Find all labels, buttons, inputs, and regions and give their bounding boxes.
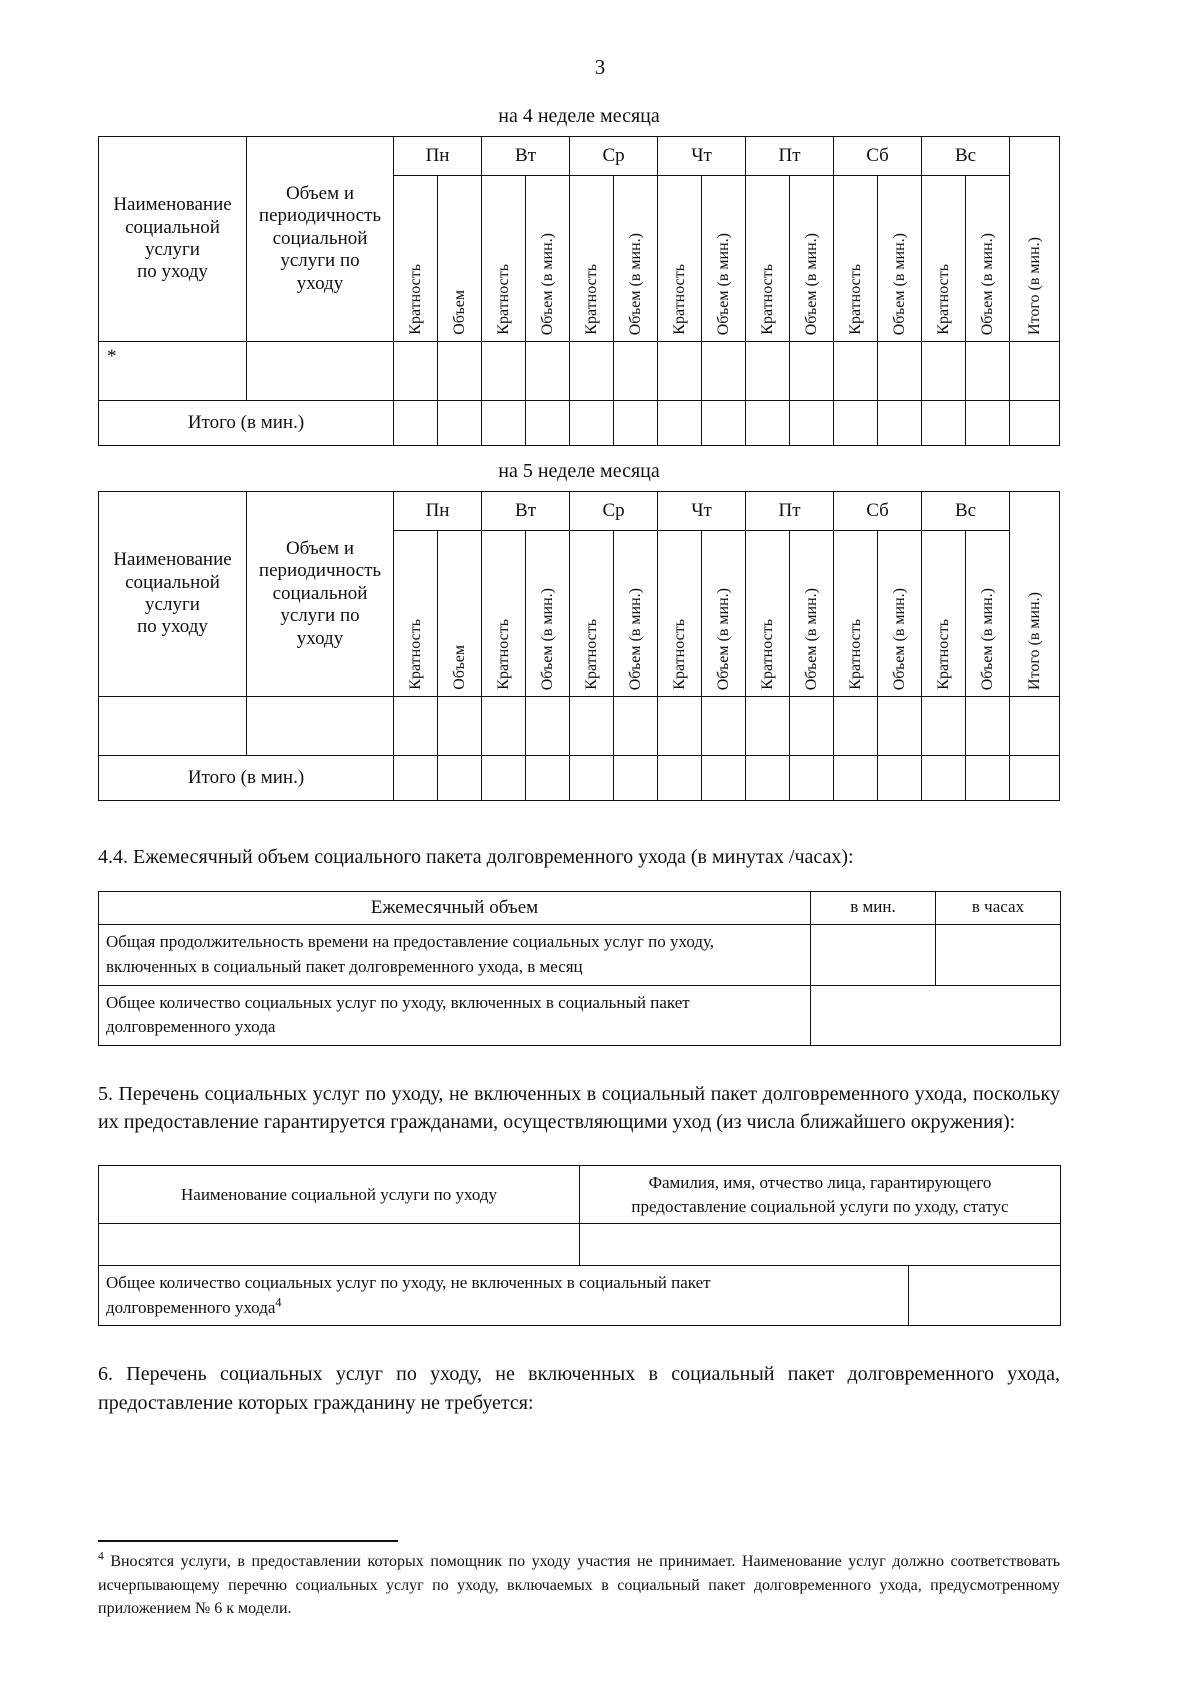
week4-total-cell[interactable] xyxy=(834,401,878,446)
week4-table xyxy=(98,136,1060,446)
label-vertical: Объем (в мин.) xyxy=(802,232,820,335)
label-line: социальной xyxy=(125,571,220,593)
week5-sub-fri-kratnost xyxy=(746,531,790,697)
week4-cell[interactable] xyxy=(614,342,658,401)
week4-cell[interactable] xyxy=(834,342,878,401)
guarantor-name-header xyxy=(580,1165,1061,1224)
week5-table xyxy=(98,491,1060,801)
week4-cell[interactable] xyxy=(702,342,746,401)
week5-total-cell[interactable] xyxy=(834,756,878,801)
week5-total-cell[interactable] xyxy=(526,756,570,801)
label-line: Общее количество социальных услуг по уходу, не включенных в социальный пакет xyxy=(106,1272,711,1292)
week5-total-cell-grand[interactable] xyxy=(1010,756,1060,801)
week5-cell-total[interactable] xyxy=(1010,697,1060,756)
week4-day-tue: Вт xyxy=(482,137,570,176)
week5-sub-wed-kratnost xyxy=(570,531,614,697)
week5-cell[interactable] xyxy=(438,697,482,756)
label-line: Объем и xyxy=(285,182,355,204)
week4-cell[interactable] xyxy=(394,342,438,401)
footnote-block xyxy=(98,1540,1060,1621)
week4-total-cell[interactable] xyxy=(614,401,658,446)
label-line: по уходу xyxy=(137,616,208,638)
week5-total-cell[interactable] xyxy=(482,756,526,801)
week5-cell[interactable] xyxy=(394,697,438,756)
week5-cell[interactable] xyxy=(834,697,878,756)
week4-sub-sat-volume xyxy=(878,176,922,342)
section-4-4-table xyxy=(98,891,1061,1046)
label-line: Объем и xyxy=(285,537,355,559)
label-vertical: Кратность xyxy=(406,264,424,335)
label-vertical: Кратность xyxy=(934,619,952,690)
excluded-services-count-label xyxy=(99,1265,909,1325)
week4-total-cell[interactable] xyxy=(966,401,1010,446)
footnote-ref: 4 xyxy=(275,1294,282,1309)
week4-cell[interactable] xyxy=(922,342,966,401)
week4-cell[interactable] xyxy=(790,342,834,401)
footnote-marker: 4 xyxy=(98,1550,104,1563)
label-line: периодичность xyxy=(258,205,382,227)
week5-total-cell[interactable] xyxy=(966,756,1010,801)
label-vertical: Объем (в мин.) xyxy=(890,587,908,690)
label-vertical: Объем (в мин.) xyxy=(626,587,644,690)
section-5-total-row xyxy=(99,1265,1061,1325)
label-vertical: Кратность xyxy=(758,264,776,335)
label-vertical: Объем (в мин.) xyxy=(802,587,820,690)
footnote-body: Вносятся услуги, в предоставлении которых помощник по уходу участия не принимает. Наименование услуг должно соответствовать исчерпывающему перечню социальных услуг по уходу, включаемых в социальный пакет долговременного ухода, предусмотренному приложением № 6 к модели. xyxy=(98,1553,1060,1618)
week4-day-sat: Сб xyxy=(834,137,922,176)
week5-cell[interactable] xyxy=(966,697,1010,756)
label-line: долговременного ухода xyxy=(106,1297,276,1317)
week4-total-cell[interactable] xyxy=(746,401,790,446)
table-row[interactable] xyxy=(99,1224,1061,1266)
footnote-divider xyxy=(98,1540,398,1542)
week5-total-cell[interactable] xyxy=(438,756,482,801)
week4-total-cell[interactable] xyxy=(878,401,922,446)
week4-sub-mon-volume xyxy=(438,176,482,342)
label-vertical: Объем (в мин.) xyxy=(714,587,732,690)
total-duration-label xyxy=(99,925,811,985)
minutes-header: в мин. xyxy=(811,892,936,925)
week4-total-cell[interactable] xyxy=(438,401,482,446)
label-vertical: Кратность xyxy=(670,264,688,335)
week5-sub-sun-volume xyxy=(966,531,1010,697)
week5-day-wed: Ср xyxy=(570,492,658,531)
week5-total-cell[interactable] xyxy=(614,756,658,801)
week5-cell-volume[interactable] xyxy=(247,697,394,756)
week5-caption: на 5 неделе месяца xyxy=(498,460,660,482)
label-line: услуги по xyxy=(280,250,360,272)
label-vertical: Кратность xyxy=(670,619,688,690)
section-6-heading: 6. Перечень социальных услуг по уходу, не включенных в социальный пакет долговременного ухода, предоставление которых гражданину не требуется: xyxy=(98,1363,1060,1414)
label-line: социальной xyxy=(272,582,368,604)
week5-sub-mon-volume xyxy=(438,531,482,697)
week4-total-cell[interactable] xyxy=(394,401,438,446)
week5-sub-mon-kratnost xyxy=(394,531,438,697)
label-vertical: Кратность xyxy=(582,619,600,690)
week5-total-cell[interactable] xyxy=(394,756,438,801)
week4-sub-fri-kratnost xyxy=(746,176,790,342)
week5-total-cell[interactable] xyxy=(658,756,702,801)
week4-total-row-label: Итого (в мин.) xyxy=(99,401,394,446)
page-content xyxy=(98,105,1060,1417)
table-row[interactable] xyxy=(99,342,1060,401)
week4-sub-thu-kratnost xyxy=(658,176,702,342)
total-duration-minutes[interactable] xyxy=(811,925,936,985)
week5-cell[interactable] xyxy=(922,697,966,756)
label-vertical: Кратность xyxy=(934,264,952,335)
label-line: услуги xyxy=(145,594,200,615)
label-line: Общая продолжительность времени на предоставление социальных услуг по уходу, xyxy=(106,932,715,952)
week4-total-row xyxy=(99,401,1060,446)
week5-day-tue: Вт xyxy=(482,492,570,531)
label-line: Наименование xyxy=(113,194,232,216)
week5-total-cell[interactable] xyxy=(746,756,790,801)
week5-sub-fri-volume xyxy=(790,531,834,697)
week5-total-cell[interactable] xyxy=(790,756,834,801)
week4-cell[interactable] xyxy=(526,342,570,401)
label-vertical: Объем (в мин.) xyxy=(978,232,996,335)
label-vertical: Кратность xyxy=(406,619,424,690)
label-vertical: Итого (в мин.) xyxy=(1025,237,1043,335)
week5-col-service-name xyxy=(99,492,247,697)
week4-sub-thu-volume xyxy=(702,176,746,342)
week4-caption: на 4 неделе месяца xyxy=(498,105,660,127)
week5-sub-wed-volume xyxy=(614,531,658,697)
label-vertical: Кратность xyxy=(758,619,776,690)
label-line: уходу xyxy=(296,627,344,649)
label-vertical: Итого (в мин.) xyxy=(1025,592,1043,690)
week4-sub-tue-kratnost xyxy=(482,176,526,342)
week4-cell[interactable] xyxy=(878,342,922,401)
total-services-count-label xyxy=(99,985,811,1045)
week4-day-mon: Пн xyxy=(394,137,482,176)
week5-total-row xyxy=(99,756,1060,801)
week5-day-fri: Пт xyxy=(746,492,834,531)
label-vertical: Объем (в мин.) xyxy=(890,232,908,335)
week4-total-cell[interactable] xyxy=(790,401,834,446)
week5-total-cell[interactable] xyxy=(570,756,614,801)
footnote-text xyxy=(98,1550,1060,1621)
label-vertical: Объем (в мин.) xyxy=(978,587,996,690)
label-vertical: Кратность xyxy=(494,264,512,335)
week5-day-sun: Вс xyxy=(922,492,1010,531)
week4-total-cell[interactable] xyxy=(702,401,746,446)
week4-cell[interactable] xyxy=(746,342,790,401)
week5-day-sat: Сб xyxy=(834,492,922,531)
monthly-volume-header: Ежемесячный объем xyxy=(99,892,811,925)
week5-cell[interactable] xyxy=(526,697,570,756)
label-vertical: Кратность xyxy=(494,619,512,690)
table-row[interactable] xyxy=(99,697,1060,756)
week4-sub-mon-kratnost xyxy=(394,176,438,342)
label-line: Наименование xyxy=(113,549,232,571)
week4-sub-fri-volume xyxy=(790,176,834,342)
week4-total-cell-grand[interactable] xyxy=(1010,401,1060,446)
week4-sub-tue-volume xyxy=(526,176,570,342)
week4-total-cell[interactable] xyxy=(526,401,570,446)
label-line: услуги по xyxy=(280,605,360,627)
week5-col-volume-periodicity xyxy=(247,492,394,697)
label-vertical: Объем xyxy=(450,645,468,690)
week5-day-mon: Пн xyxy=(394,492,482,531)
label-line: долговременного ухода xyxy=(106,1017,276,1037)
label-line: периодичность xyxy=(258,560,382,582)
label-vertical: Объем (в мин.) xyxy=(538,232,556,335)
label-vertical: Кратность xyxy=(582,264,600,335)
page-number: 3 xyxy=(594,55,606,79)
week5-day-thu: Чт xyxy=(658,492,746,531)
service-name-header: Наименование социальной услуги по уходу xyxy=(99,1165,580,1224)
week4-day-fri: Пт xyxy=(746,137,834,176)
section-5-table xyxy=(98,1165,1061,1267)
week5-total-row-label: Итого (в мин.) xyxy=(99,756,394,801)
label-line: уходу xyxy=(296,272,344,294)
guarantor-name-cell[interactable] xyxy=(580,1224,1061,1266)
week5-sub-thu-volume xyxy=(702,531,746,697)
week4-cell[interactable] xyxy=(658,342,702,401)
week4-col-total xyxy=(1010,137,1060,342)
week4-header-row-days xyxy=(99,137,1060,176)
service-name-cell[interactable] xyxy=(99,1224,580,1266)
week5-cell[interactable] xyxy=(746,697,790,756)
excluded-services-count-value[interactable] xyxy=(909,1265,1061,1325)
week4-cell[interactable] xyxy=(438,342,482,401)
week4-total-cell[interactable] xyxy=(658,401,702,446)
week4-cell[interactable] xyxy=(482,342,526,401)
week4-cell-volume[interactable] xyxy=(247,342,394,401)
label-vertical: Объем (в мин.) xyxy=(714,232,732,335)
week5-sub-thu-kratnost xyxy=(658,531,702,697)
week5-col-total xyxy=(1010,492,1060,697)
week5-header-row-days xyxy=(99,492,1060,531)
week4-total-cell[interactable] xyxy=(570,401,614,446)
hours-header: в часах xyxy=(936,892,1061,925)
week5-total-cell[interactable] xyxy=(878,756,922,801)
label-line: включенных в социальный пакет долговременного ухода, в месяц xyxy=(106,957,583,977)
week5-cell[interactable] xyxy=(878,697,922,756)
week5-sub-sun-kratnost xyxy=(922,531,966,697)
label-vertical: Объем xyxy=(450,290,468,335)
week5-cell[interactable] xyxy=(702,697,746,756)
week5-sub-tue-volume xyxy=(526,531,570,697)
week5-sub-sat-volume xyxy=(878,531,922,697)
week4-total-cell[interactable] xyxy=(922,401,966,446)
week4-col-volume-periodicity xyxy=(247,137,394,342)
week4-sub-wed-kratnost xyxy=(570,176,614,342)
section-4-4-header-row xyxy=(99,892,1061,925)
week5-sub-tue-kratnost xyxy=(482,531,526,697)
week5-sub-sat-kratnost xyxy=(834,531,878,697)
label-line: Общее количество социальных услуг по уходу, включенных в социальный пакет xyxy=(106,992,690,1012)
week4-day-thu: Чт xyxy=(658,137,746,176)
week5-cell[interactable] xyxy=(658,697,702,756)
week5-total-cell[interactable] xyxy=(702,756,746,801)
label-vertical: Кратность xyxy=(846,619,864,690)
week4-sub-sat-kratnost xyxy=(834,176,878,342)
week5-cell[interactable] xyxy=(790,697,834,756)
week5-cell[interactable] xyxy=(482,697,526,756)
week5-total-cell[interactable] xyxy=(922,756,966,801)
week4-total-cell[interactable] xyxy=(482,401,526,446)
week5-cell[interactable] xyxy=(570,697,614,756)
total-services-count-value[interactable] xyxy=(811,985,1061,1045)
week4-sub-wed-volume xyxy=(614,176,658,342)
section-4-4-heading: 4.4. Ежемесячный объем социального пакета долговременного ухода (в минутах /часах): xyxy=(98,846,854,868)
label-vertical: Кратность xyxy=(846,264,864,335)
label-line: услуги xyxy=(145,239,200,260)
table-row xyxy=(99,925,1061,985)
week4-cell[interactable] xyxy=(966,342,1010,401)
label-line: социальной xyxy=(125,216,220,238)
week4-day-wed: Ср xyxy=(570,137,658,176)
table-row xyxy=(99,985,1061,1045)
label-line: предоставление социальной услуги по уходу, статус xyxy=(631,1196,1009,1216)
label-line: Фамилия, имя, отчество лица, гарантирующего xyxy=(648,1172,992,1192)
total-duration-hours[interactable] xyxy=(936,925,1061,985)
label-line: социальной xyxy=(272,227,368,249)
week5-row-marker xyxy=(99,697,247,756)
week4-cell-total[interactable] xyxy=(1010,342,1060,401)
section-5-heading: 5. Перечень социальных услуг по уходу, не включенных в социальный пакет долговременного ухода, поскольку их предоставление гарантируется гражданами, осуществляющими уход (из числа ближайшего окружения): xyxy=(98,1082,1060,1134)
week4-cell[interactable] xyxy=(570,342,614,401)
label-line: по уходу xyxy=(137,261,208,283)
label-vertical: Объем (в мин.) xyxy=(626,232,644,335)
week5-cell[interactable] xyxy=(614,697,658,756)
week4-row-marker: * xyxy=(99,342,247,401)
section-5-header-row xyxy=(99,1165,1061,1224)
week4-sub-sun-kratnost xyxy=(922,176,966,342)
week4-col-service-name xyxy=(99,137,247,342)
label-vertical: Объем (в мин.) xyxy=(538,587,556,690)
section-5-total-table xyxy=(98,1265,1061,1326)
week4-day-sun: Вс xyxy=(922,137,1010,176)
week4-sub-sun-volume xyxy=(966,176,1010,342)
